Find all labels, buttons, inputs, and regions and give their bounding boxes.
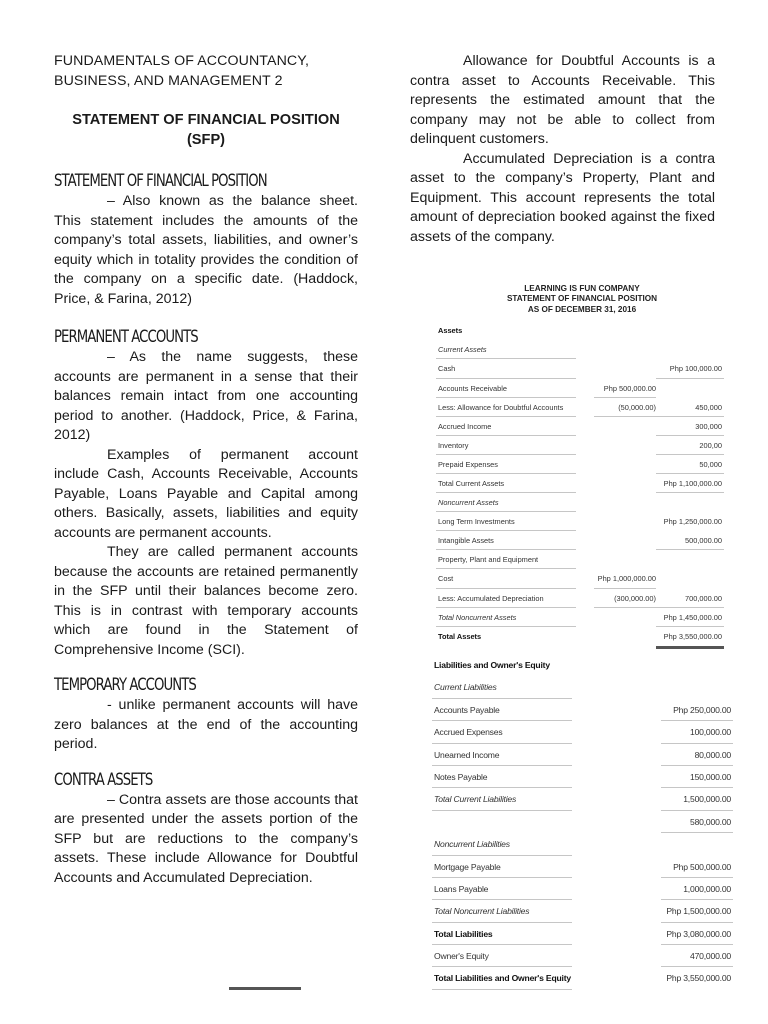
document-title-line-1: STATEMENT OF FINANCIAL POSITION	[72, 112, 340, 129]
total-double-underline	[229, 987, 301, 990]
liability-row	[432, 699, 737, 721]
permanent-explanation: They are called permanent accounts because the accounts are retained permanently in the SFP until their balances become zero. This is in contrast with temporary accounts which are found in the Statement of Comprehensive Income (SCI).	[54, 544, 358, 658]
asset-row-amount: 50,000	[699, 459, 722, 469]
liability-row-amount: 580,000.00	[689, 816, 731, 827]
asset-row	[432, 608, 732, 627]
liability-row-label: Accrued Expenses	[434, 727, 503, 738]
liability-row-amount: 1,000,000.00	[683, 883, 731, 894]
permanent-definition: – As the name suggests, these accounts are permanent in a sense that their balances remain intact from one accounting period to another. (Haddock, Price, & Farina, 2012)	[54, 349, 358, 444]
asset-row-label: Total Current Assets	[438, 478, 505, 488]
asset-row	[432, 436, 732, 455]
asset-row-amount: Php 1,450,000.00	[663, 612, 722, 622]
liability-row-label: Total Current Liabilities	[434, 794, 517, 805]
liability-row-amount: Php 1,500,000.00	[666, 906, 731, 917]
liability-row-label: Unearned Income	[434, 749, 500, 760]
liabilities-table	[432, 654, 737, 990]
liability-row	[432, 967, 737, 989]
course-title-line-1: FUNDAMENTALS OF ACCOUNTANCY,	[54, 53, 310, 69]
asset-row	[432, 455, 732, 474]
liability-row-amount: 100,000.00	[689, 727, 731, 738]
liability-row-label: Accounts Payable	[434, 704, 500, 715]
liability-row	[432, 766, 737, 788]
sfp-company-name: LEARNING IS FUN COMPANY	[524, 284, 640, 293]
liability-row-label: Noncurrent Liabilities	[434, 839, 510, 850]
asset-row-amount: 500,000.00	[685, 536, 722, 546]
asset-row-label: Cash	[438, 364, 456, 374]
document-title-line-2: (SFP)	[186, 132, 226, 149]
allowance-explanation: Allowance for Doubtful Accounts is a contra asset to Accounts Receivable. This represents the estimated amount that the company may not be able to collect from delinquent customers.	[410, 53, 715, 147]
total-double-underline	[656, 646, 724, 649]
liability-row-label: Owner's Equity	[434, 951, 489, 962]
asset-row	[432, 398, 732, 417]
asset-row-subamount: Php 500,000.00	[603, 383, 656, 393]
asset-row-label: Current Assets	[438, 345, 487, 355]
section-heading-permanent: PERMANENT ACCOUNTS	[54, 327, 198, 348]
asset-row-label: Long Term Investments	[438, 517, 515, 527]
liability-row	[432, 721, 737, 743]
liability-row-label: Total Liabilities and Owner's Equity	[434, 973, 571, 984]
liability-row-amount: Php 500,000.00	[673, 861, 731, 872]
asset-row	[432, 550, 732, 569]
liability-row-label: Liabilities and Owner's Equity	[434, 660, 550, 670]
liability-row-amount: 470,000.00	[689, 951, 731, 962]
asset-row-label: Property, Plant and Equipment	[438, 555, 539, 565]
permanent-examples: Examples of permanent account include Cash, Accounts Receivable, Accounts Payable, Loans Payable and Capital among others. Basically, assets, liabilities and equity accounts are permanent accounts.	[54, 446, 358, 541]
row-rule	[432, 989, 572, 990]
asset-row-amount: Php 1,250,000.00	[663, 517, 722, 527]
asset-row-label: Assets	[438, 326, 463, 336]
left-column	[54, 52, 358, 888]
asset-row-label: Intangible Assets	[438, 536, 494, 546]
asset-row-label: Inventory	[438, 440, 469, 450]
liability-row-label: Total Liabilities	[434, 928, 493, 939]
liability-row-amount: Php 250,000.00	[673, 704, 731, 715]
section-heading-sfp: STATEMENT OF FINANCIAL POSITION	[54, 171, 267, 192]
liability-row-label: Notes Payable	[434, 771, 488, 782]
liability-row-amount: Php 3,550,000.00	[666, 973, 731, 984]
document-title	[54, 110, 358, 150]
asset-row	[432, 569, 732, 588]
sfp-statement-name: STATEMENT OF FINANCIAL POSITION	[506, 294, 658, 304]
asset-row-label: Accounts Receivable	[438, 383, 508, 393]
asset-row	[432, 340, 732, 359]
sfp-date: AS OF DECEMBER 31, 2016	[527, 304, 637, 314]
asset-row-subamount: (50,000.00)	[618, 402, 656, 412]
asset-row	[432, 359, 732, 378]
depreciation-explanation: Accumulated Depreciation is a contra asset to the company’s Property, Plant and Equipment. This account represents the total amount of depreciation booked against the fixed assets of the company.	[410, 150, 715, 245]
liability-row-amount: 150,000.00	[689, 771, 731, 782]
asset-row-label: Cost	[438, 574, 454, 584]
asset-row-label: Total Noncurrent Assets	[438, 612, 517, 622]
contra-definition: – Contra assets are those accounts that are presented under the assets portion of the SFP but are reductions to the company’s assets. These include Allowance for Doubtful Accounts and Accumulated Depreciation.	[54, 791, 358, 886]
sfp-statement	[432, 284, 732, 646]
asset-row-amount: 700,000.00	[685, 593, 722, 603]
asset-row-amount: Php 1,100,000.00	[663, 478, 722, 488]
course-title-line-2: BUSINESS, AND MANAGEMENT 2	[54, 72, 283, 89]
asset-row	[432, 417, 732, 436]
asset-rows	[432, 321, 732, 646]
asset-row-label: Prepaid Expenses	[438, 459, 498, 469]
asset-row-amount: 200,00	[699, 440, 722, 450]
liability-row-label: Mortgage Payable	[434, 861, 501, 872]
liability-row-amount: 80,000.00	[694, 749, 731, 760]
asset-row	[432, 512, 732, 531]
right-column	[410, 52, 715, 247]
asset-row-subamount: (300,000.00)	[614, 593, 656, 603]
asset-row	[432, 321, 732, 340]
liability-row	[432, 856, 737, 878]
asset-row-amount: Php 3,550,000.00	[663, 631, 722, 641]
asset-row-amount: 450,000	[695, 402, 722, 412]
liability-row-amount: 1,500,000.00	[683, 794, 731, 805]
temporary-definition: - unlike permanent accounts will have zero balances at the end of the accounting period.	[54, 697, 358, 753]
liability-row	[432, 811, 737, 833]
liability-row	[432, 744, 737, 766]
asset-row	[432, 474, 732, 493]
liability-row	[432, 923, 737, 945]
liability-row	[432, 654, 737, 676]
asset-row	[432, 627, 732, 646]
liability-row-label: Loans Payable	[434, 883, 489, 894]
liability-row-label: Current Liabilities	[434, 682, 497, 693]
asset-row-amount: 300,000	[695, 421, 722, 431]
asset-row-subamount: Php 1,000,000.00	[597, 574, 656, 584]
liability-row	[432, 878, 737, 900]
asset-row-label: Less: Allowance for Doubtful Accounts	[438, 402, 564, 412]
liability-row	[432, 945, 737, 967]
liability-row	[432, 833, 737, 855]
asset-row-label: Accrued Income	[438, 421, 492, 431]
liability-row-label: Total Noncurrent Liabilities	[434, 906, 530, 917]
liability-row	[432, 900, 737, 922]
asset-row-label: Less: Accumulated Depreciation	[438, 593, 544, 603]
asset-row-label: Noncurrent Assets	[438, 498, 499, 508]
asset-row	[432, 493, 732, 512]
asset-row	[432, 531, 732, 550]
liability-row	[432, 676, 737, 698]
sfp-definition: – Also known as the balance sheet. This statement includes the amounts of the company’s total assets, liabilities, and owner’s equity which in totality provides the condition of the company on a specific date. (Haddock, Price, & Farina, 2012)	[54, 193, 358, 307]
asset-row-amount: Php 100,000.00	[669, 364, 722, 374]
section-heading-contra: CONTRA ASSETS	[54, 769, 153, 790]
section-heading-temporary: TEMPORARY ACCOUNTS	[54, 675, 196, 696]
asset-row	[432, 589, 732, 608]
liability-row	[432, 788, 737, 810]
liability-row-amount: Php 3,080,000.00	[666, 928, 731, 939]
asset-row	[432, 379, 732, 398]
asset-row-label: Total Assets	[438, 631, 482, 641]
